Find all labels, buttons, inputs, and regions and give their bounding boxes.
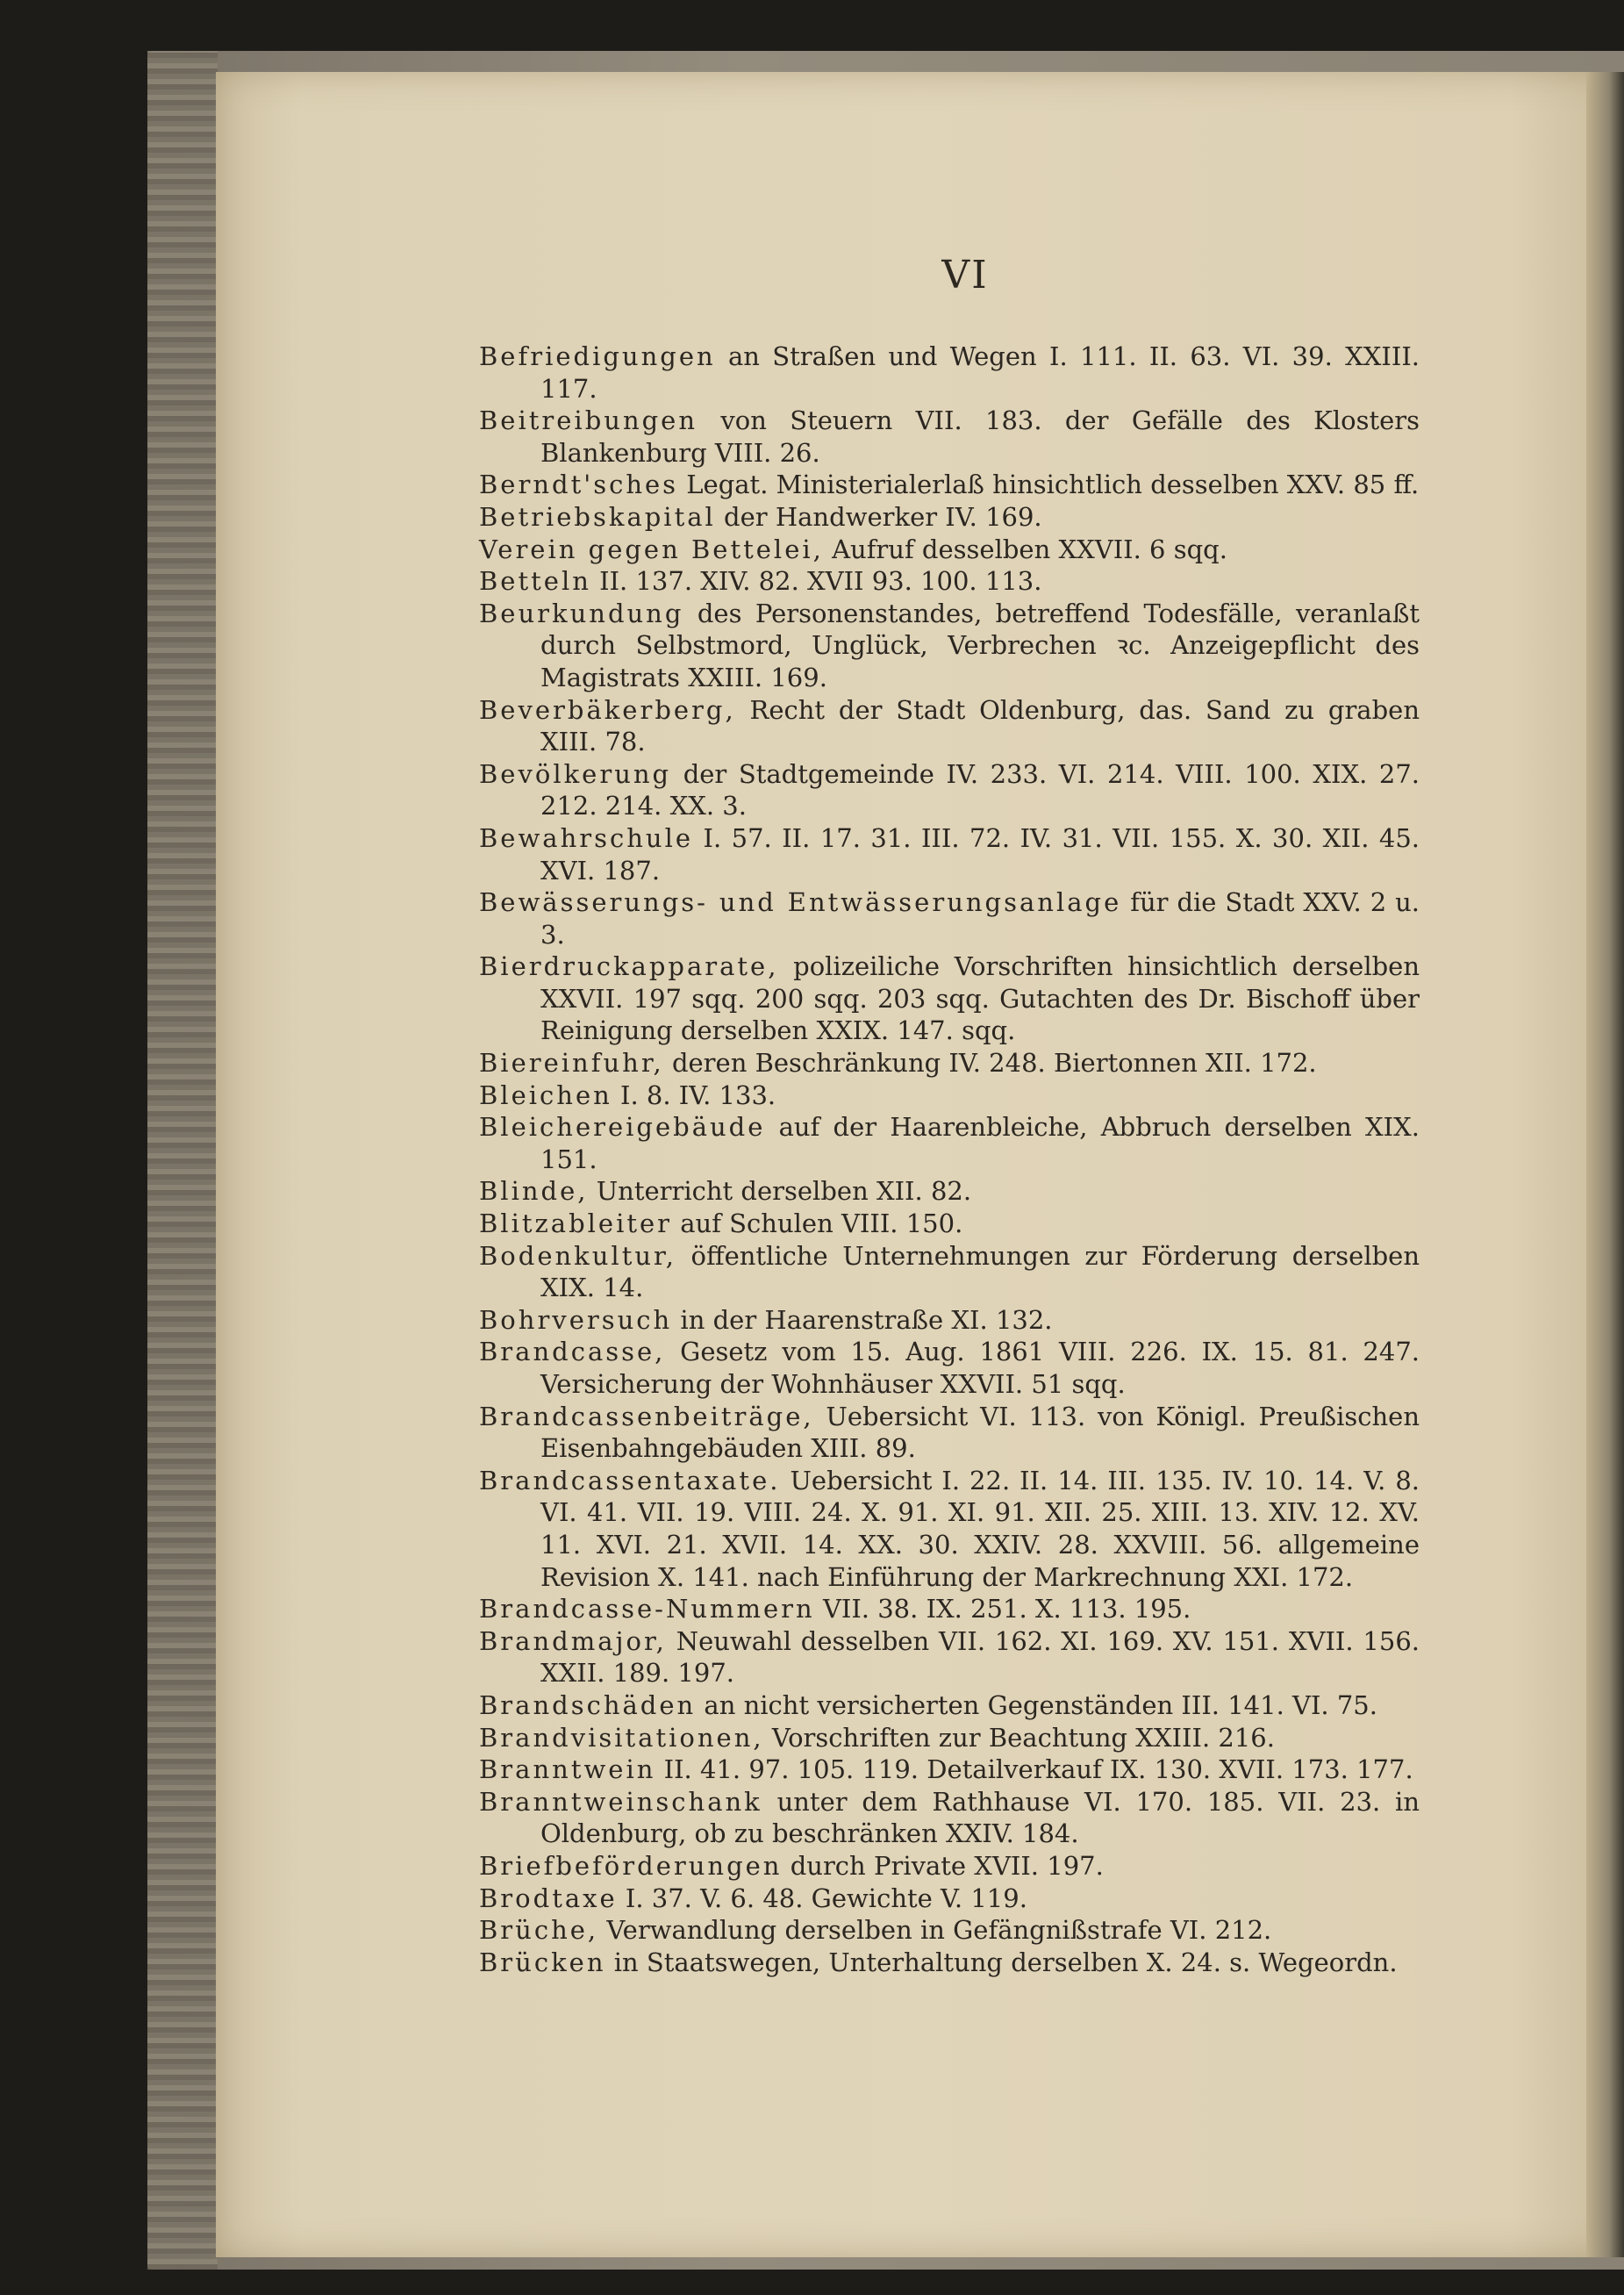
index-entry xyxy=(479,341,1420,405)
entry-head: Verein gegen Bettelei, xyxy=(479,534,824,564)
index-entry xyxy=(479,1722,1420,1754)
entry-text: durch Private XVII. 197. xyxy=(790,1850,1104,1881)
entry-text: II. 41. 97. 105. 119. Detailverkauf IX. 130. XVII. 173. 177. xyxy=(663,1754,1413,1785)
entry-head: Berndt'sches xyxy=(479,470,679,500)
index-entry xyxy=(479,598,1420,694)
entry-text: von Steuern VII. 183. der Gefälle des Klosters Blankenburg VIII. 26. xyxy=(540,405,1420,468)
entry-text: in Staatswegen, Unterhaltung derselben X. 24. s. Wegeordn. xyxy=(613,1947,1398,1977)
index-entry xyxy=(479,1401,1420,1465)
entry-head: Betteln xyxy=(479,566,591,597)
entry-head: Bleichen xyxy=(479,1079,612,1110)
entry-head: Betriebskapital xyxy=(479,501,716,532)
index-entries xyxy=(479,341,1420,1978)
entry-text: VII. 38. IX. 251. X. 113. 195. xyxy=(822,1594,1191,1624)
entry-head: Bohrversuch xyxy=(479,1304,673,1335)
index-entry xyxy=(479,758,1420,822)
index-entry xyxy=(479,1689,1420,1722)
index-entry xyxy=(479,950,1420,1047)
index-entry xyxy=(479,1850,1420,1883)
entry-text: I. 57. II. 17. 31. III. 72. IV. 31. VII. 155. X. 30. XII. 45. XVI. 187. xyxy=(540,822,1420,886)
index-entry xyxy=(479,565,1420,598)
entry-head: Brandcassentaxate. xyxy=(479,1465,781,1495)
index-entry xyxy=(479,1208,1420,1240)
index-entry xyxy=(479,1336,1420,1400)
entry-head: Brüche, xyxy=(479,1915,599,1946)
index-entry xyxy=(479,1047,1420,1079)
page-edge xyxy=(1586,72,1624,2257)
entry-text: auf der Haarenbleiche, Abbruch derselben XIX. 151. xyxy=(540,1112,1420,1174)
entry-head: Bewahrschule xyxy=(479,822,694,853)
entry-text: Unterricht derselben XII. 82. xyxy=(596,1176,972,1207)
index-entry xyxy=(479,1175,1420,1208)
index-entry xyxy=(479,501,1420,534)
index-entry xyxy=(479,1914,1420,1947)
entry-text: für die Stadt XXV. 2 u. 3. xyxy=(540,887,1420,950)
entry-head: Brücken xyxy=(479,1947,606,1977)
entry-head: Blinde, xyxy=(479,1176,589,1207)
entry-text: Uebersicht I. 22. II. 14. III. 135. IV. 10. 14. V. 8. VI. 41. VII. 19. VIII. 24. X. 91. XI. 91. XII. 25. XIII. 13. XIV. 12. XV. 11. XVI. 21. XVII. 14. XX. 30. XXIV. 28. XXVIII. 56. allgemeine Revision X. 141. nach Einführung der Markrechnung XXI. 172. xyxy=(540,1465,1420,1592)
index-entry xyxy=(479,1786,1420,1850)
entry-text: polizeiliche Vorschriften hinsichtlich derselben XXVII. 197 sqq. 200 sqq. 203 sqq. Gutachten des Dr. Bischoff über Reinigung derselben XXIX. 147. sqq. xyxy=(540,951,1420,1046)
entry-head: Brandvisitationen, xyxy=(479,1722,764,1753)
index-entry xyxy=(479,822,1420,886)
entry-head: Befriedigungen xyxy=(479,341,716,371)
index-entry xyxy=(479,1465,1420,1593)
entry-text: Recht der Stadt Oldenburg, das. Sand zu graben XIII. 78. xyxy=(540,694,1420,757)
entry-text: Gesetz vom 15. Aug. 1861 VIII. 226. IX. 15. 81. 247. Versicherung der Wohnhäuser XXVII. 51 sqq. xyxy=(540,1337,1420,1399)
index-entry xyxy=(479,534,1420,566)
entry-head: Blitzableiter xyxy=(479,1208,673,1239)
entry-head: Beitreibungen xyxy=(479,405,698,436)
entry-text: Uebersicht VI. 113. von Königl. Preußischen Eisenbahngebäuden XIII. 89. xyxy=(540,1401,1420,1464)
entry-text: Legat. Ministerialerlaß hinsichtlich desselben XXV. 85 ff. xyxy=(686,470,1420,500)
index-entry xyxy=(479,1947,1420,1979)
index-entry xyxy=(479,405,1420,469)
entry-text: des Personenstandes, betreffend Todesfälle, veranlaßt durch Selbstmord, Unglück, Verbrechen ꝛc. Anzeigepflicht des Magistrats XXIII. 169. xyxy=(540,598,1420,692)
entry-head: Branntwein xyxy=(479,1754,656,1785)
cover-spine xyxy=(147,51,218,2270)
entry-head: Beverbäkerberg, xyxy=(479,694,736,725)
entry-text: öffentliche Unternehmungen zur Förderung derselben XIX. 14. xyxy=(540,1240,1420,1303)
entry-text: I. 8. IV. 133. xyxy=(620,1079,776,1110)
entry-head: Bewässerungs- und Entwässerungsanlage xyxy=(479,887,1122,918)
entry-head: Beurkundung xyxy=(479,598,684,628)
page-number: VI xyxy=(941,253,989,298)
entry-text: auf Schulen VIII. 150. xyxy=(680,1208,963,1239)
entry-text: deren Beschränkung IV. 248. Biertonnen XII. 172. xyxy=(671,1048,1317,1079)
entry-head: Brandcasse, xyxy=(479,1337,666,1367)
entry-head: Bleichereigebäude xyxy=(479,1112,766,1143)
entry-text: Aufruf desselben XXVII. 6 sqq. xyxy=(832,534,1227,564)
index-entry xyxy=(479,694,1420,758)
index-entry xyxy=(479,1079,1420,1112)
index-entry xyxy=(479,1304,1420,1337)
entry-text: der Handwerker IV. 169. xyxy=(724,501,1042,532)
index-entry xyxy=(479,886,1420,950)
entry-head: Branntweinschank xyxy=(479,1786,762,1817)
entry-text: der Stadtgemeinde IV. 233. VI. 214. VIII. 100. XIX. 27. 212. 214. XX. 3. xyxy=(540,758,1420,821)
entry-head: Brandschäden xyxy=(479,1689,697,1720)
entry-text: Verwandlung derselben in Gefängnißstrafe VI. 212. xyxy=(606,1915,1272,1946)
index-entry xyxy=(479,1625,1420,1689)
entry-text: in der Haarenstraße XI. 132. xyxy=(680,1304,1053,1335)
index-entry xyxy=(479,469,1420,501)
entry-head: Briefbeförderungen xyxy=(479,1850,783,1881)
entry-head: Brandmajor, xyxy=(479,1625,667,1656)
entry-head: Brandcassenbeiträge, xyxy=(479,1401,814,1431)
entry-head: Brodtaxe xyxy=(479,1883,618,1913)
index-entry xyxy=(479,1593,1420,1625)
entry-head: Brandcasse-Nummern xyxy=(479,1594,815,1624)
entry-head: Biereinfuhr, xyxy=(479,1048,664,1079)
index-entry xyxy=(479,1240,1420,1304)
entry-text: Vorschriften zur Beachtung XXIII. 216. xyxy=(771,1722,1275,1753)
entry-head: Bevölkerung xyxy=(479,758,672,789)
entry-text: I. 37. V. 6. 48. Gewichte V. 119. xyxy=(625,1883,1027,1913)
entry-head: Bierdruckapparate, xyxy=(479,951,779,982)
entry-head: Bodenkultur, xyxy=(479,1240,676,1271)
entry-text: II. 137. XIV. 82. XVII 93. 100. 113. xyxy=(599,566,1042,597)
entry-text: an nicht versicherten Gegenständen III. 141. VI. 75. xyxy=(704,1689,1377,1720)
index-entry xyxy=(479,1111,1420,1175)
entry-text: unter dem Rathhause VI. 170. 185. VII. 23. in Oldenburg, ob zu beschränken XXIV. 184. xyxy=(540,1786,1420,1849)
entry-text: Neuwahl desselben VII. 162. XI. 169. XV. 151. XVII. 156. XXII. 189. 197. xyxy=(540,1625,1420,1689)
entry-text: an Straßen und Wegen I. 111. II. 63. VI. 39. XXIII. 117. xyxy=(540,341,1420,404)
index-entry xyxy=(479,1754,1420,1786)
index-entry xyxy=(479,1883,1420,1915)
